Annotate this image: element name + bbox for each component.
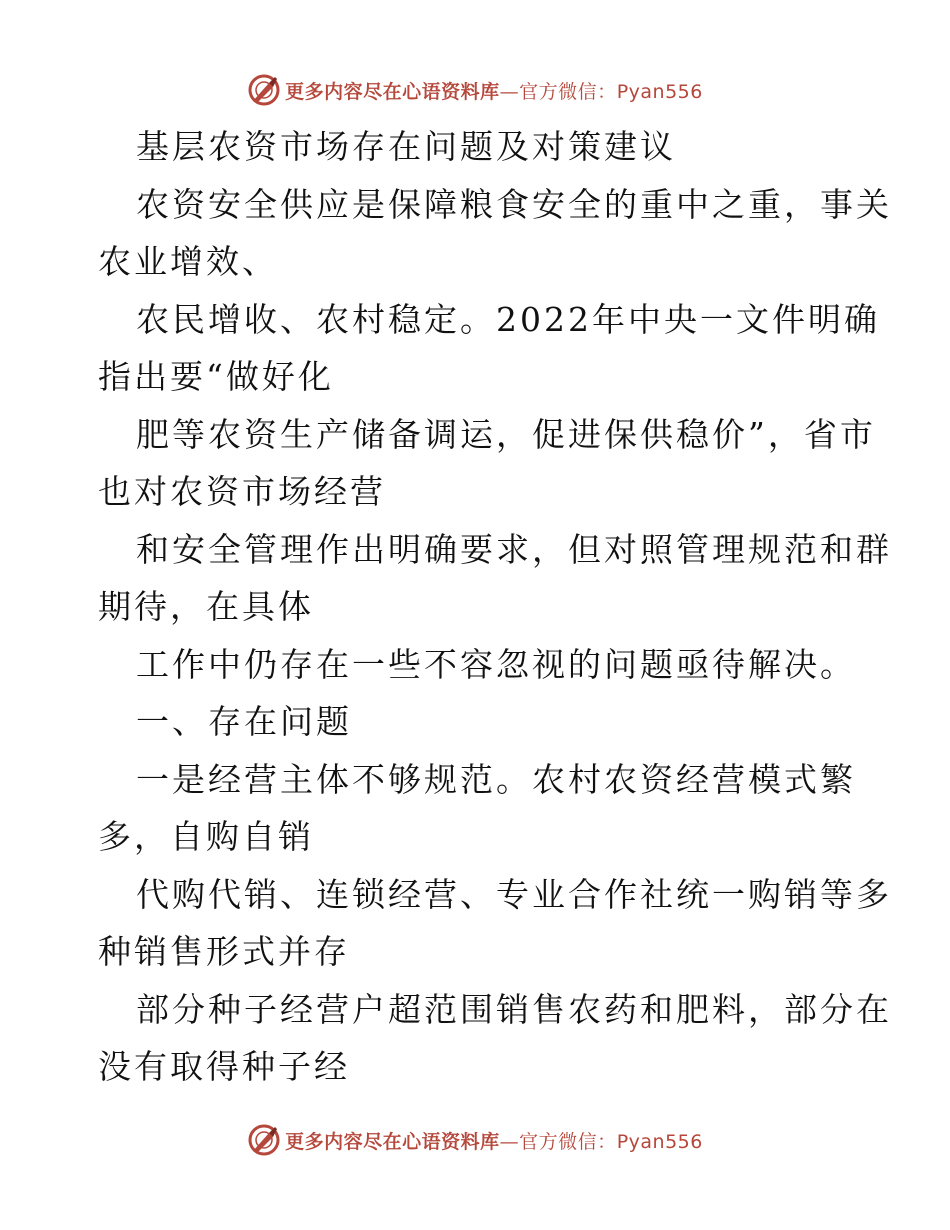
text-line: 没有取得种子经 [98,1047,350,1086]
footer-banner [0,1120,950,1160]
pen-logo-icon [247,73,281,107]
text-line: 和安全管理作出明确要求，但对照管理规范和群 [136,529,892,569]
text-line: 代购代销、连锁经营、专业合作社统一购销等多 [136,874,892,914]
text-line: 工作中仍存在一些不容忽视的问题亟待解决。 [136,644,856,684]
text-line: 农民增收、农村稳定。2022年中央一文件明确 [136,299,880,339]
header-banner-separator: — [499,80,520,103]
text-line: 一是经营主体不够规范。农村农资经营模式繁 [136,759,856,799]
header-banner [0,70,950,110]
text-line: 肥等农资生产储备调运，促进保供稳价”，省市 [136,414,876,454]
text-line: 指出要“做好化 [98,357,334,396]
footer-banner-suffix: 官方微信： [519,1130,617,1153]
section-heading: 一、存在问题 [136,702,352,741]
header-banner-wechat-id: Pyan556 [616,80,703,103]
text-line: 农业增效、 [98,242,278,281]
header-banner-brand: 更多内容尽在心语资料库 [285,80,500,103]
text-line: 种销售形式并存 [98,932,350,971]
pen-logo-icon [247,1123,281,1157]
text-line: 农资安全供应是保障粮食安全的重中之重，事关 [136,184,892,224]
footer-banner-wechat-id: Pyan556 [616,1130,703,1153]
text-line: 期待，在具体 [98,587,314,626]
text-line: 部分种子经营户超范围销售农药和肥料，部分在 [136,989,892,1029]
document-title: 基层农资市场存在问题及对策建议 [136,127,676,166]
header-banner-text [285,77,703,104]
document-body [98,118,892,1096]
text-line: 多，自购自销 [98,817,314,856]
text-line: 也对农资市场经营 [98,472,386,511]
footer-banner-text [285,1127,703,1154]
header-banner-suffix: 官方微信： [519,80,617,103]
footer-banner-separator: — [499,1130,520,1153]
footer-banner-brand: 更多内容尽在心语资料库 [285,1130,500,1153]
